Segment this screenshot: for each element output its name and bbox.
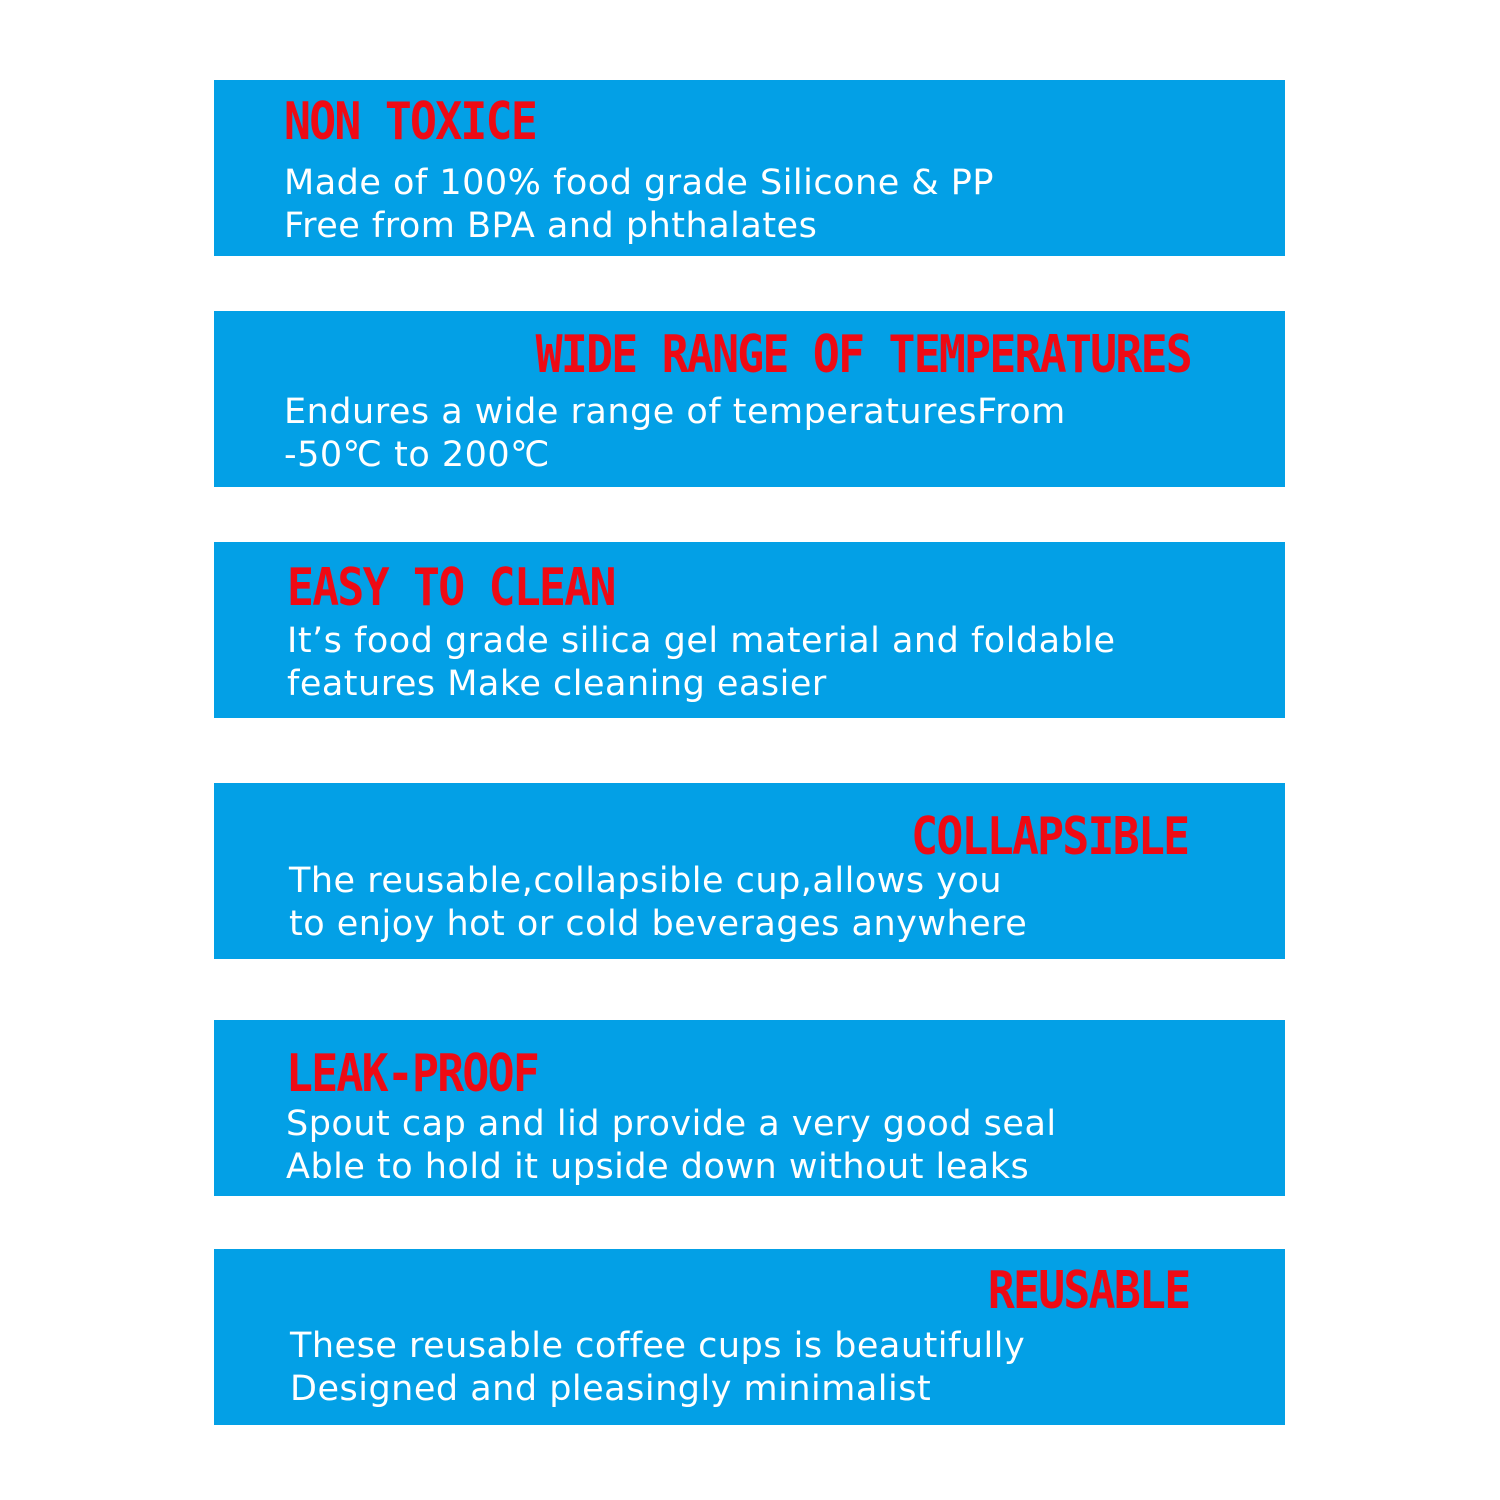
description-line: Free from BPA and phthalates [284,206,818,246]
feature-title: WIDE RANGE OF TEMPERATURES [535,325,1191,385]
feature-panel-reusable [214,1249,1285,1425]
feature-title: REUSABLE [987,1261,1189,1321]
feature-panel-leak-proof [214,1020,1285,1196]
feature-title: COLLAPSIBLE [910,807,1188,867]
feature-description [286,1103,1057,1189]
description-line: to enjoy hot or cold beverages anywhere [289,904,1028,944]
description-line: Made of 100% food grade Silicone & PP [284,163,995,203]
description-line: Able to hold it upside down without leaks [286,1147,1030,1187]
feature-description [287,620,1116,706]
description-line: Spout cap and lid provide a very good seal [286,1104,1057,1144]
feature-description [289,860,1027,946]
description-line: It’s food grade silica gel material and foldable [287,621,1116,661]
description-line: features Make cleaning easier [287,664,827,704]
feature-description [284,162,994,248]
description-line: Endures a wide range of temperaturesFrom [284,392,1066,432]
feature-panel-temperatures [214,311,1285,487]
description-line: Designed and pleasingly minimalist [290,1369,932,1409]
description-line: The reusable,collapsible cup,allows you [289,861,1003,901]
feature-title: NON TOXICE [284,92,537,152]
feature-title: LEAK-PROOF [286,1044,539,1104]
feature-panel-easy-clean [214,542,1285,718]
feature-description [290,1325,1025,1411]
feature-title: EASY TO CLEAN [287,558,615,618]
description-line: -50℃ to 200℃ [284,435,550,475]
feature-description [284,391,1066,477]
description-line: These reusable coffee cups is beautifully [290,1326,1026,1366]
feature-panel-collapsible [214,783,1285,959]
feature-panel-non-toxic [214,80,1285,256]
